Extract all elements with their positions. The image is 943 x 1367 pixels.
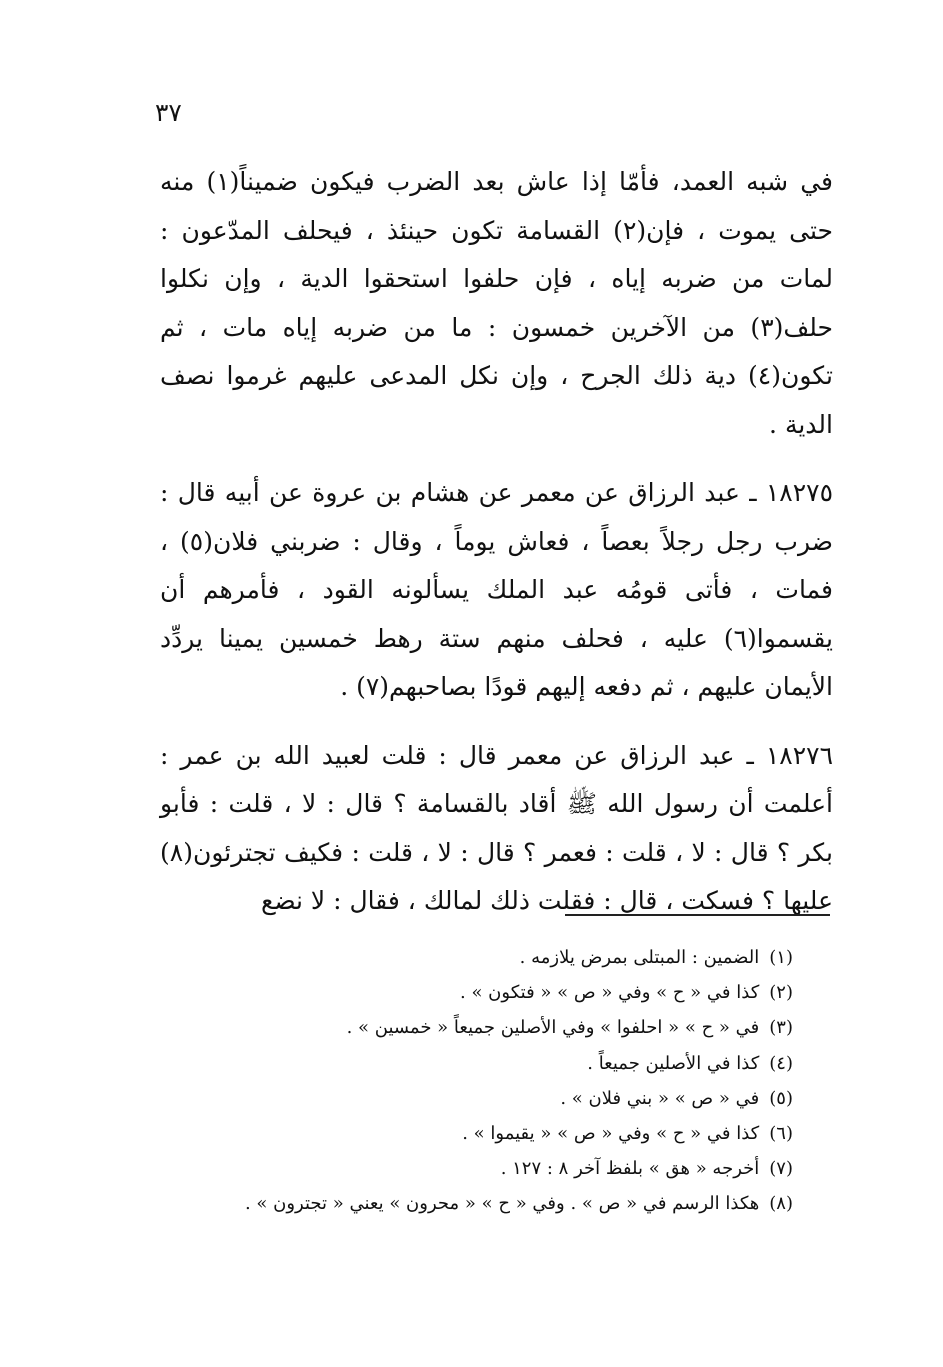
footnote-text: هكذا الرسم في « ص » . وفي « ح » « محرون » يعني « تجترون » .	[244, 1193, 760, 1215]
footnote-number: (٢)	[769, 982, 793, 1004]
footnote	[160, 1081, 793, 1116]
paragraph: ١٨٢٧٦ ـ عبد الرزاق عن معمر قال : قلت لعبيد الله بن عمر : أعلمت أن رسول الله ﷺ أقاد بالقسامة ؟ قال : لا ، قلت : فأبو بكر ؟ قال : لا ، قلت : فعمر ؟ قال : لا ، قلت : فكيف تجترئون(٨) عليها ؟ فسكت ، قال : فقلت ذلك لمالك ، فقال : لا نضع	[160, 740, 833, 915]
footnotes	[160, 940, 793, 1222]
footnote	[160, 1151, 793, 1186]
footnote-number: (٦)	[769, 1123, 793, 1145]
footnote	[160, 1046, 793, 1081]
footnote-text: كذا في « ح » وفي « ص » « يقيموا » .	[462, 1123, 760, 1145]
footnote-number: (٤)	[769, 1052, 793, 1074]
footnote	[160, 1010, 793, 1045]
footnote-text: الضمين : المبتلى بمرض يلازمه .	[519, 947, 760, 968]
footnote	[160, 940, 793, 975]
main-text	[160, 158, 833, 926]
paragraph: ١٨٢٧٥ ـ عبد الرزاق عن معمر عن هشام بن عروة عن أبيه قال : ضرب رجل رجلاً بعصاً ، فعاش يوماً ، وقال : ضربني فلان(٥) ، فمات ، فأتى قومُه عبد الملك يسألونه القود ، فأمرهم أن يقسموا(٦) عليه ، فحلف منهم ستة رهط خمسين يمينا يردِّد الأيمان عليهم ، ثم دفعه إليهم قودًا بصاحبهم(٧) .	[160, 478, 833, 701]
footnote-text: في « ح » « احلفوا » وفي الأصلين جميعاً « خمسين » .	[346, 1017, 760, 1039]
footnote-text: في « ص » « بني فلان » .	[560, 1087, 760, 1109]
footnote	[160, 975, 793, 1010]
footnote	[160, 1186, 793, 1221]
footnote	[160, 1116, 793, 1151]
footnote-number: (٥)	[769, 1087, 793, 1109]
footnote-number: (٣)	[769, 1017, 793, 1039]
footnote-number: (٧)	[769, 1158, 793, 1180]
footnote-divider	[565, 914, 830, 916]
footnote-text: كذا في الأصلين جميعاً .	[587, 1052, 760, 1074]
paragraph: في شبه العمد، فأمّا إذا عاش بعد الضرب فيكون ضميناً(١) منه حتى يموت ، فإن(٢) القسامة تكون حينئذ ، فيحلف المدّعون : لمات من ضربه إياه ، فإن حلفوا استحقوا الدية ، وإن نكلوا حلف(٣) من الآخرين خمسون : ما من ضربه إياه مات ، ثم تكون(٤) دية ذلك الجرح ، وإن نكل المدعى عليهم غرموا نصف الدية .	[160, 167, 833, 439]
footnote-text: كذا في « ح » وفي « ص » « فتكون » .	[460, 982, 760, 1004]
footnote-number: (١)	[769, 947, 793, 968]
footnote-number: (٨)	[769, 1193, 793, 1215]
page-number: ٣٧	[155, 98, 182, 127]
footnote-text: أخرجه « هق » بلفظ آخر ٨ : ١٢٧ .	[500, 1158, 760, 1180]
